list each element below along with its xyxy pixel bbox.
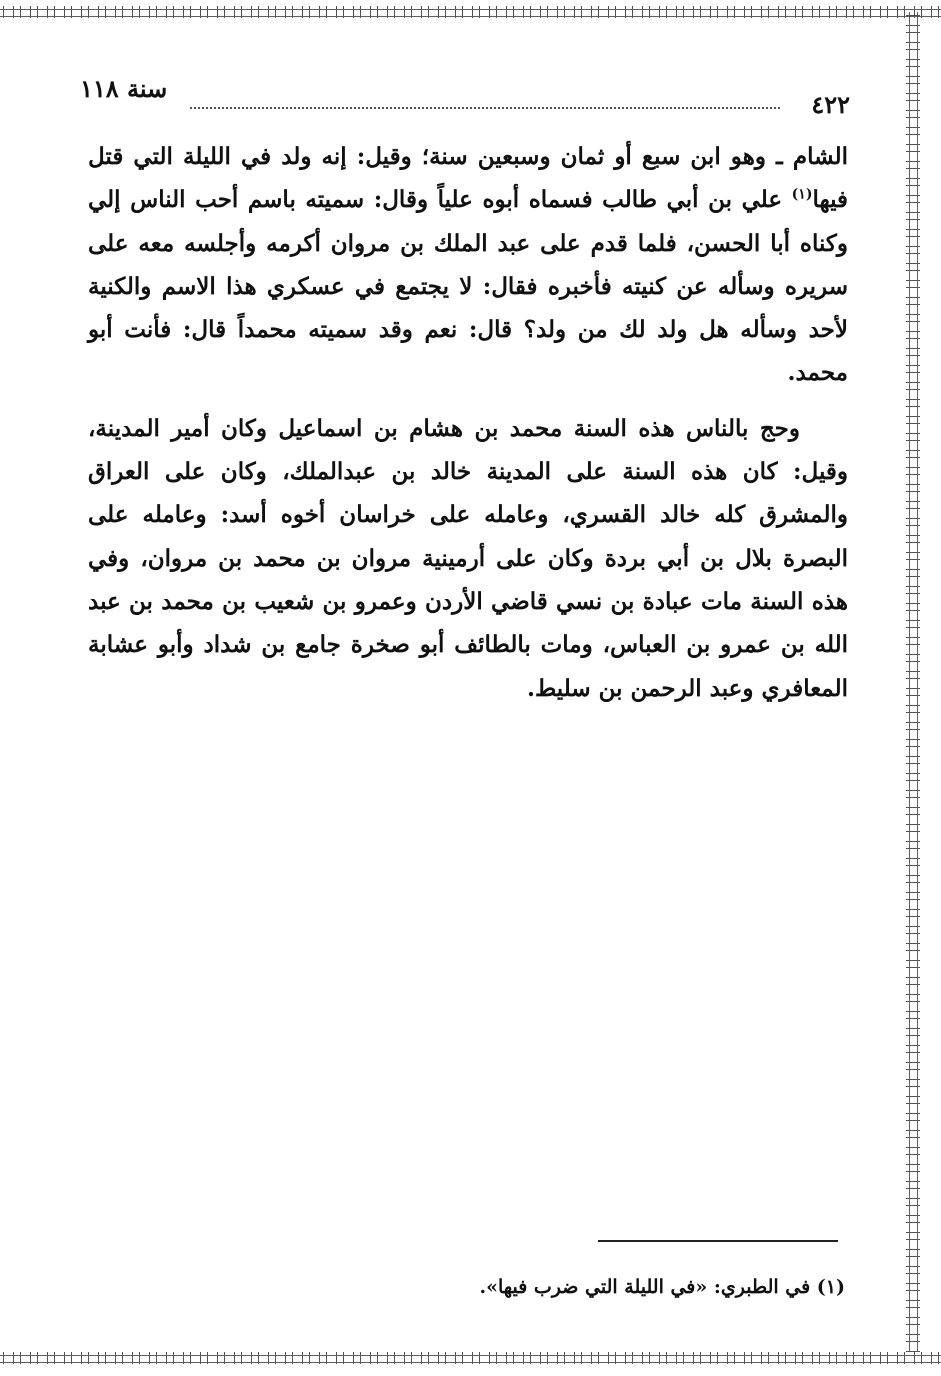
right-ornamental-border: [906, 12, 920, 1352]
main-text: [88, 135, 848, 710]
footnote: (١) في الطبري: «في الليلة التي ضرب فيها».: [479, 1276, 845, 1298]
page-number: ٤٢٢: [811, 90, 850, 119]
bottom-ornamental-border: [0, 1352, 941, 1364]
paragraph-1: [88, 135, 848, 395]
page-header: [80, 74, 850, 119]
running-title: سنة ١١٨: [80, 74, 168, 103]
paragraph-2: وحج بالناس هذه السنة محمد بن هشام بن اسماعيل وكان أمير المدينة، وقيل: كان هذه السنة على المدينة خالد بن عبدالملك، وكان على العراق والمشرق كله خالد القسري، وعامله على خراسان أخوه أسد: وعامله على البصرة بلال بن أبي بردة وكان على أرمينية مروان بن محمد بن مروان، وفي هذه السنة مات عبادة بن نسي قاضي الأردن وعمرو بن شعيب بن محمد بن عبد الله بن عمرو بن العباس، ومات بالطائف أبو صخرة جامع بن شداد وأبو عشابة المعافري وعبد الرحمن بن سليط.: [88, 414, 848, 702]
paragraph-1-continued: علي بن أبي طالب فسماه أبوه علياً وقال: سميته باسم أحب الناس إلي وكناه أبا الحسن، فلما قدم على عبد الملك بن مروان أكرمه وأجلسه معه على سريره وسأله عن كنيته فأخبره فقال: لا يجتمع في عسكري هذا الاسم والكنية لأحد وسأله هل ولد لك من ولد؟ قال: نعم وقد سميته محمداً قال: فأنت أبو محمد.: [88, 186, 848, 387]
top-ornamental-border: [0, 6, 941, 18]
paragraph-1-text: الشام ـ وهو ابن سبع أو ثمان وسبعين سنة؛ وقيل: إنه ولد في الليلة التي قتل فيها: [88, 143, 848, 214]
footnote-marker: (١): [791, 186, 813, 203]
header-dotted-rule: [190, 107, 780, 109]
footnote-separator: [598, 1240, 838, 1242]
